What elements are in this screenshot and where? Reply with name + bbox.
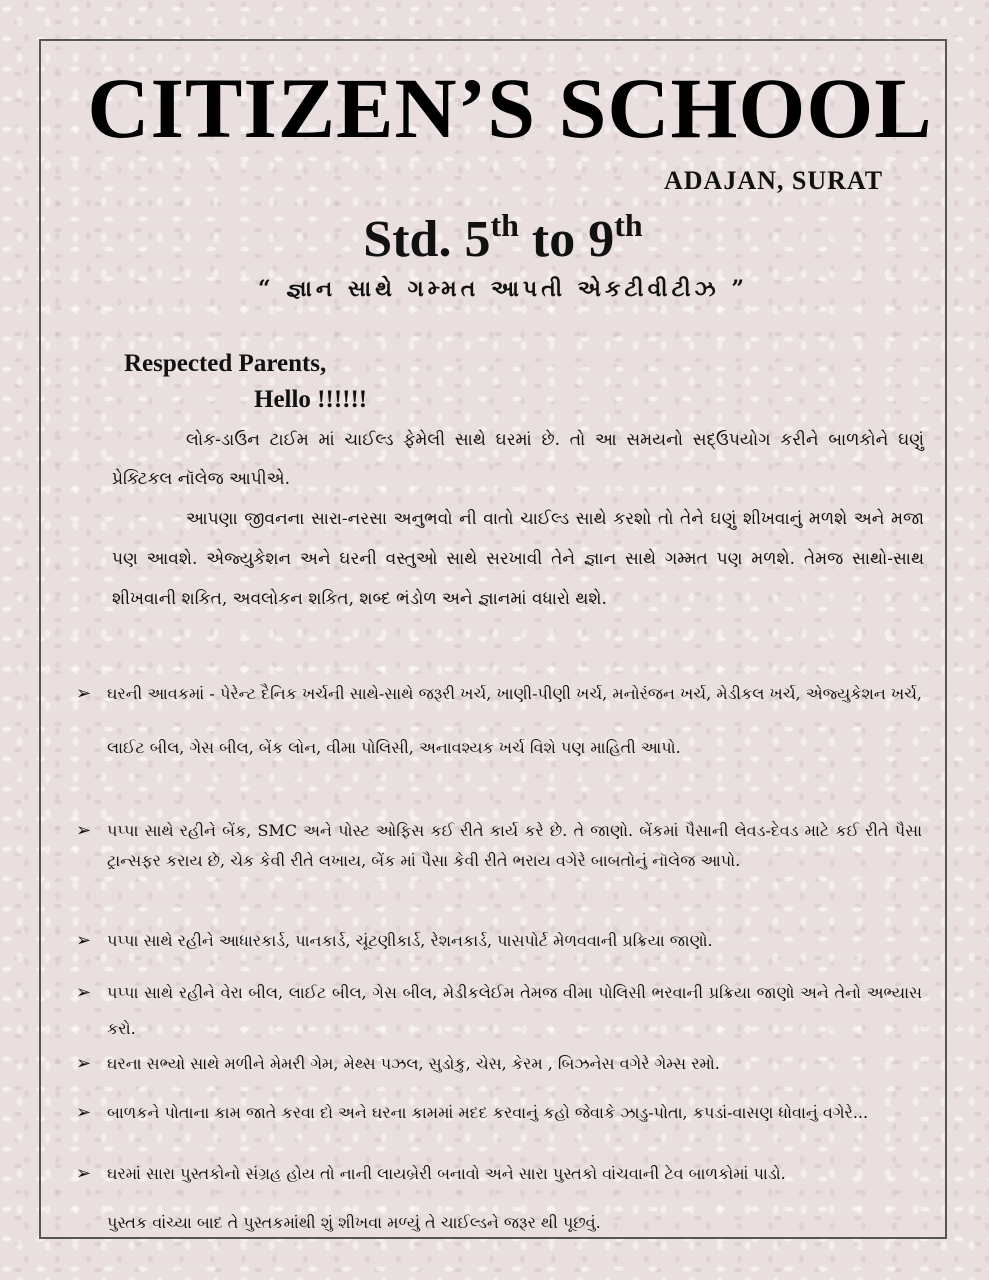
arrow-bullet-icon: ➢ (76, 1053, 92, 1074)
std-prefix: Std. 5 (363, 211, 491, 268)
arrow-bullet-icon: ➢ (76, 683, 92, 704)
arrow-bullet-icon: ➢ (76, 820, 92, 841)
list-item-text: બાળકને પોતાના કામ જાતે કરવા દો અને ઘરના કામમાં મદદ કરવાનું કહો જેવાકે ઝાડુ-પોતા, કપડાં-વાસણ ધોવાનું વગેરે... (107, 1103, 869, 1122)
arrow-bullet-icon: ➢ (76, 1102, 92, 1123)
std-sup-first: th (490, 207, 519, 243)
arrow-bullet-icon: ➢ (76, 1163, 92, 1184)
list-item-text: પપ્પા સાથે રહીને બેંક, SMC અને પોસ્ટ ઓફિસ કઈ રીતે કાર્ય કરે છે. તે જાણો. બેંકમાં પૈસાની લેવડ-દેવડ માટે કઈ રીતે પૈસા ટ્રાન્સફર કરાય છે, ચેક કેવી રીતે લખાય, બેંક માં પૈસા કેવી રીતે ભરાય વગેરે બાબતોનું નૉલેજ આપો. (107, 821, 922, 870)
tagline: “ જ્ઞાન સાથે ગમ્મત આપતી એકટીવીટીઝ ” (258, 276, 748, 302)
list-item-text: પપ્પા સાથે રહીને આધારકાર્ડ, પાનકાર્ડ, ચૂંટણીકાર્ડ, રેશનકાર્ડ, પાસપોર્ટ મેળવવાની પ્રક્રિયા જાણો. (107, 931, 713, 950)
arrow-bullet-icon: ➢ (76, 930, 92, 951)
paragraph-experience-text: આપણા જીવનના સારા-નરસા અનુભવો ની વાતો ચાઈલ્ડ સાથે કરશો તો તેને ઘણું શીખવાનું મળશે અને મજા પણ આવશે. એજ્યુકેશન અને ઘરની વસ્તુઓ સાથે સરખાવી તેને જ્ઞાન સાથે ગમ્મત પણ મળશે. તેમજ સાથો-સાથ શીખવાની શકિત, અવલોકન શકિત, શબ્દ ભંડોળ અને જ્ઞાનમાં વધારો થશે. (112, 509, 924, 609)
arrow-bullet-icon: ➢ (76, 982, 92, 1003)
paragraph-intro (112, 421, 924, 499)
list-item-text: ઘરના સભ્યો સાથે મળીને મેમરી ગેમ, મેથ્સ પઝલ, સુડોકુ, ચેસ, કેરમ , બિઝનેસ વગેરે ગેમ્સ રમો. (107, 1054, 720, 1073)
greeting-hello: Hello !!!!!! (254, 386, 368, 413)
std-sup-second: th (614, 207, 643, 243)
list-item-text: ઘરમાં સારા પુસ્તકોનો સંગ્રહ હોય તો નાની લાયબ્રેરી બનાવો અને સારા પુસ્તકો વાંચવાની ટેવ બાળકોમાં પાડો. (107, 1164, 786, 1183)
list-item-text: ઘરની આવકમાં - પેરેન્ટ દૈનિક ખર્ચની સાથે-સાથે જરૂરી ખર્ચ, ખાણી-પીણી ખર્ચ, મનોરંજન ખર્ચ, મેડીકલ ખર્ચ, એજ્યુકેશન ખર્ચ, લાઈટ બીલ, ગેસ બીલ, બેંક લોન, વીમા પોલિસી, અનાવશ્યક ખર્ચ વિશે પણ માહિતી આપો. (107, 684, 922, 757)
greeting-respected: Respected Parents, (124, 350, 327, 377)
closing-line: પુસ્તક વાંચ્યા બાદ તે પુસ્તકમાંથી શું શીખવા મળ્યું તે ચાઈલ્ડને જરૂર થી પૂછવું. (107, 1213, 601, 1232)
list-item-text: પપ્પા સાથે રહીને વેરા બીલ, લાઈટ બીલ, ગેસ બીલ, મેડીકલેઈમ તેમજ વીમા પોલિસી ભરવાની પ્રક્રિયા જાણો અને તેનો અભ્યાસ કરો. (107, 983, 922, 1038)
paragraph-experience (112, 499, 924, 619)
std-mid: to 9 (518, 211, 615, 268)
school-name: CITIZEN’S SCHOOL (87, 60, 933, 156)
standard-range (0, 208, 989, 272)
paragraph-intro-text: લોક-ડાઉન ટાઈમ માં ચાઈલ્ડ ફેમેલી સાથે ઘરમાં છે. તો આ સમયનો સદ્‌ઉપયોગ કરીને બાળકોને ઘણું પ્રેક્ટિકલ નૉલેજ આપીએ. (112, 430, 924, 489)
school-location: ADAJAN, SURAT (664, 166, 884, 195)
